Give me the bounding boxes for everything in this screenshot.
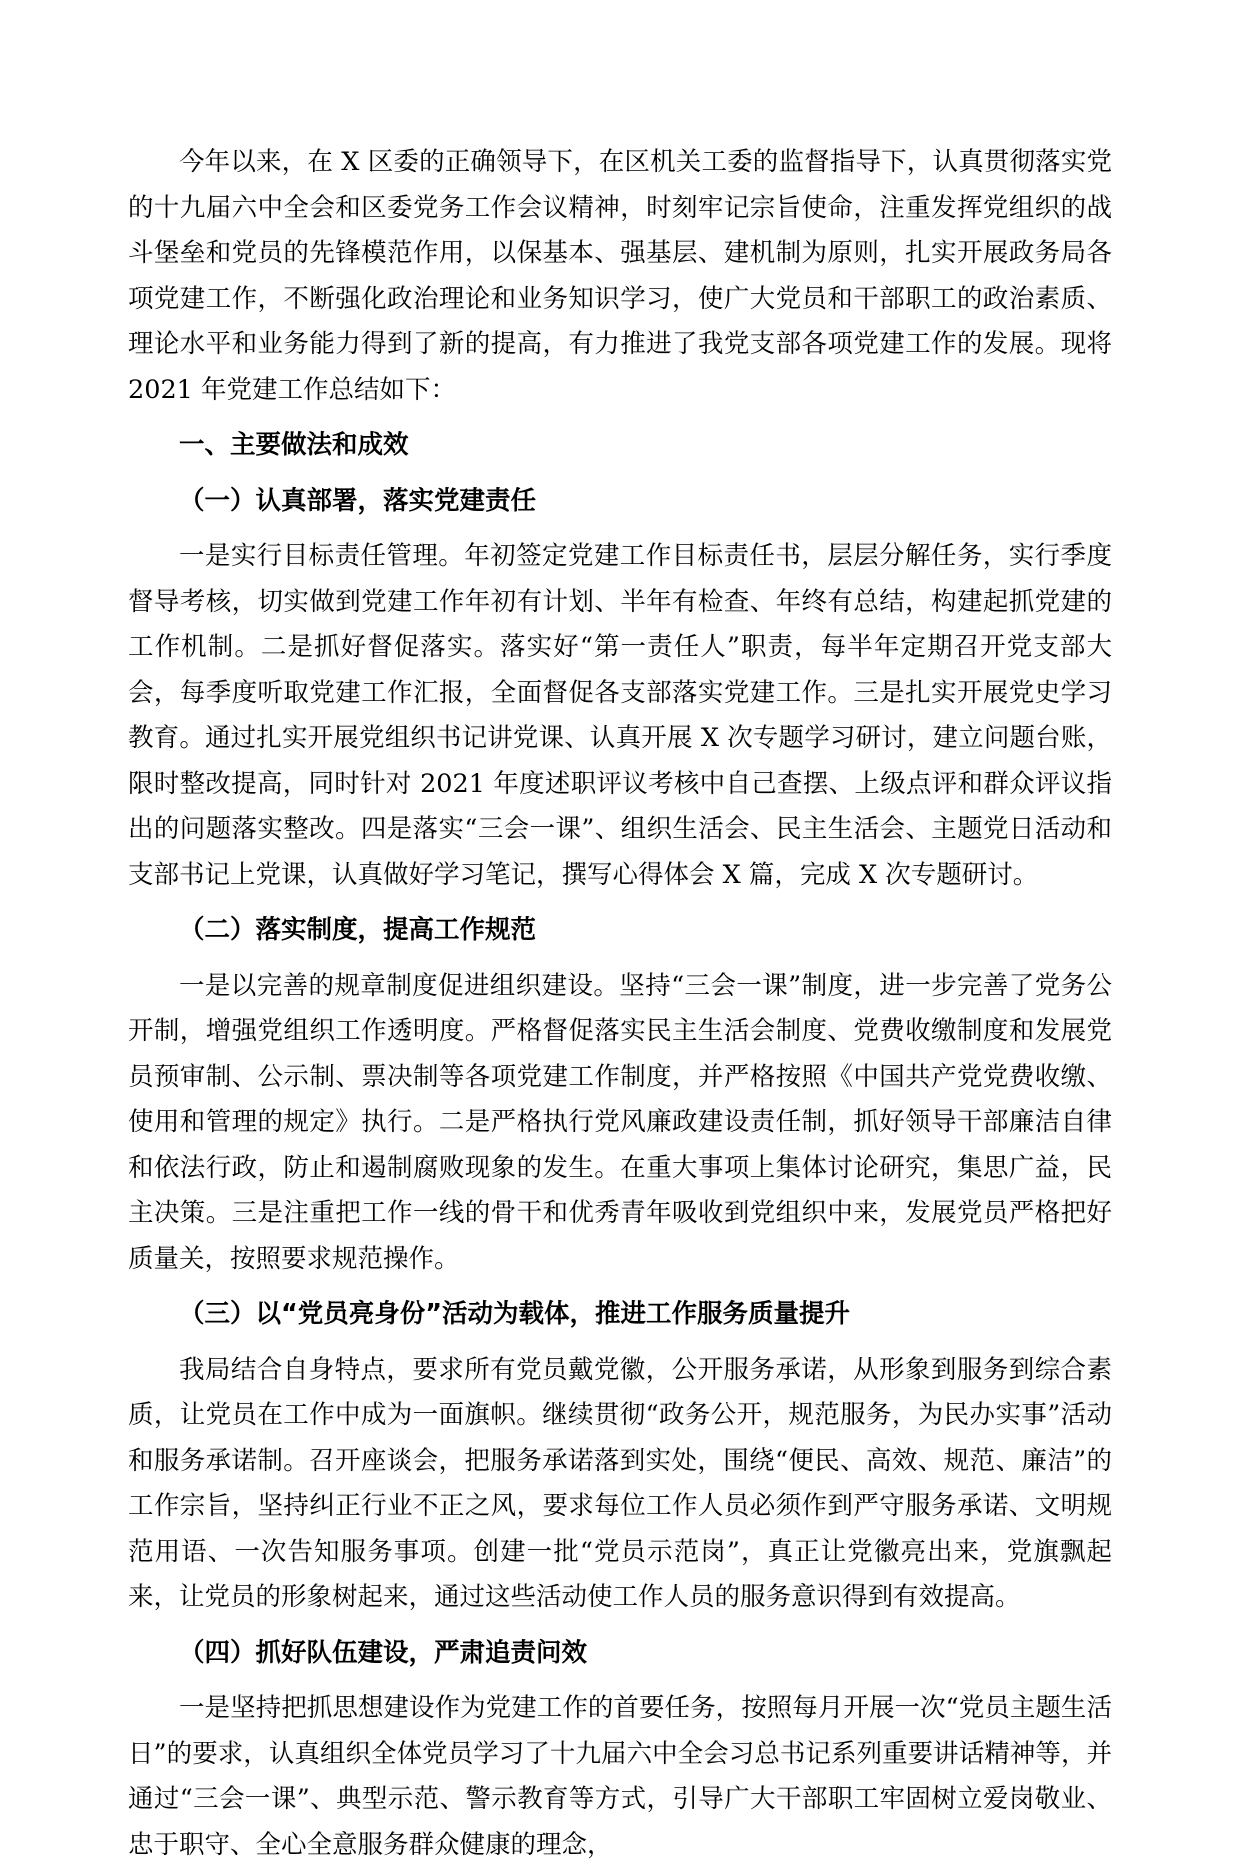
paragraph-1-4: 一是坚持把抓思想建设作为党建工作的首要任务，按照每月开展一次“党员主题生活日”的要求，认真组织全体党员学习了十九届六中全会习总书记系列重要讲话精神等，并通过“三会一课”、典型示范、警示教育等方式，引导广大干部职工牢固树立爱岗敬业、忠于职守、全心全意服务群众健康的理念， [128, 1693, 1112, 1860]
paragraph-1-2: 一是以完善的规章制度促进组织建设。坚持“三会一课”制度，进一步完善了党务公开制，增强党组织工作透明度。严格督促落实民主生活会制度、党费收缴制度和发展党员预审制、公示制、票决制等各项党建工作制度，并严格按照《中国共产党党费收缴、使用和管理的规定》执行。二是严格执行党风廉政建设责任制，抓好领导干部廉洁自律和依法行政，防止和遏制腐败现象的发生。在重大事项上集体讨论研究，集思广益，民主决策。三是注重把工作一线的骨干和优秀青年吸收到党组织中来，发展党员严格把好质量关，按照要求规范操作。 [128, 970, 1112, 1274]
subsection-heading-1-2: （二）落实制度，提高工作规范 [179, 915, 537, 945]
intro-paragraph: 今年以来，在 X 区委的正确领导下，在区机关工委的监督指导下，认真贯彻落实党的十九届六中全会和区委党务工作会议精神，时刻牢记宗旨使命，注重发挥党组织的战斗堡垒和党员的先锋模范作用，以保基本、强基层、建机制为原则，扎实开展政务局各项党建工作，不断强化政治理论和业务知识学习，使广大党员和干部职工的政治素质、理论水平和业务能力得到了新的提高，有力推进了我党支部各项党建工作的发展。现将 2021 年党建工作总结如下： [128, 147, 1112, 405]
section-heading-1: 一、主要做法和成效 [179, 430, 409, 460]
subsection-heading-1-1: （一）认真部署，落实党建责任 [179, 485, 537, 516]
subsection-heading-1-4: （四）抓好队伍建设，严肃追责问效 [179, 1637, 588, 1668]
document-body [128, 140, 1112, 1868]
subsection-heading-1-3: （三）以“党员亮身份”活动为载体，推进工作服务质量提升 [179, 1299, 851, 1329]
paragraph-1-1: 一是实行目标责任管理。年初签定党建工作目标责任书，层层分解任务，实行季度督导考核，切实做到党建工作年初有计划、半年有检查、年终有总结，构建起抓党建的工作机制。二是抓好督促落实。落实好“第一责任人”职责，每半年定期召开党支部大会，每季度听取党建工作汇报，全面督促各支部落实党建工作。三是扎实开展党史学习教育。通过扎实开展党组织书记讲党课、认真开展 X 次专题学习研讨，建立问题台账，限时整改提高，同时针对 2021 年度述职评议考核中自己查摆、上级点评和群众评议指出的问题落实整改。四是落实“三会一课”、组织生活会、民主生活会、主题党日活动和支部书记上党课，认真做好学习笔记，撰写心得体会 X 篇，完成 X 次专题研讨。 [128, 541, 1112, 890]
paragraph-1-3: 我局结合自身特点，要求所有党员戴党徽，公开服务承诺，从形象到服务到综合素质，让党员在工作中成为一面旗帜。继续贯彻“政务公开，规范服务，为民办实事”活动和服务承诺制。召开座谈会，把服务承诺落到实处，围绕“便民、高效、规范、廉洁”的工作宗旨，坚持纠正行业不正之风，要求每位工作人员必须作到严守服务承诺、文明规范用语、一次告知服务事项。创建一批“党员示范岗”，真正让党徽亮出来，党旗飘起来，让党员的形象树起来，通过这些活动使工作人员的服务意识得到有效提高。 [128, 1354, 1112, 1612]
